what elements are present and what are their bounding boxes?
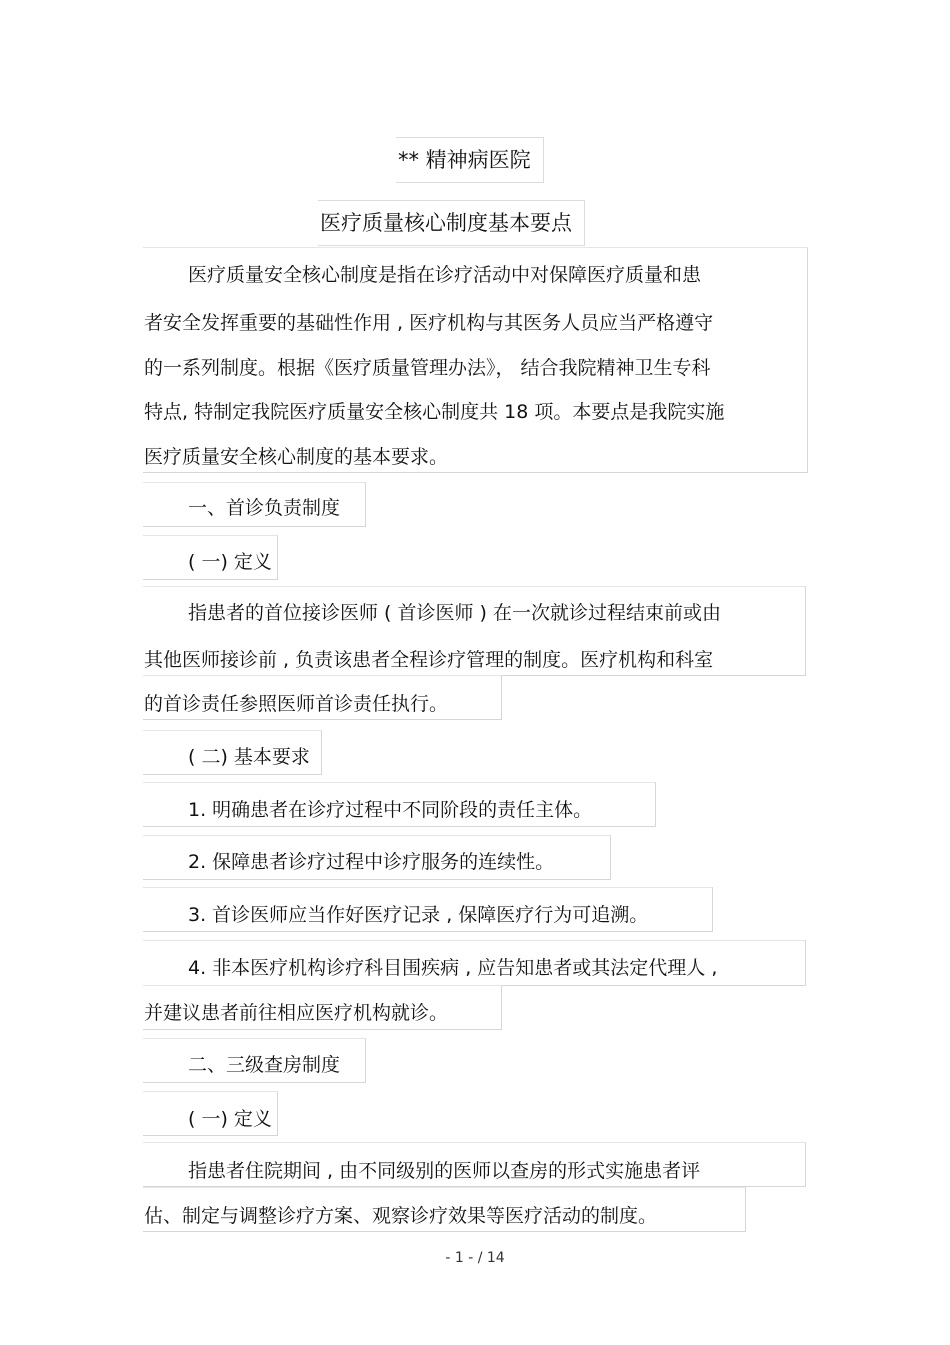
section1-req-heading: ( 二) 基本要求 bbox=[188, 746, 310, 768]
intro-line: 特点, 特制定我院医疗质量安全核心制度共 18 项。本要点是我院实施 bbox=[144, 401, 725, 423]
section2-def-heading: ( 一) 定义 bbox=[188, 1108, 272, 1130]
section1-def-line: 其他医师接诊前 , 负责该患者全程诊疗管理的制度。医疗机构和科室 bbox=[144, 649, 714, 671]
section1-def-line: 的首诊责任参照医师首诊责任执行。 bbox=[144, 693, 449, 715]
hospital-title: ** 精神病医院 bbox=[396, 137, 544, 183]
section2-def-line: 估、制定与调整诊疗方案、观察诊疗效果等医疗活动的制度。 bbox=[144, 1205, 658, 1227]
document-title: 医疗质量核心制度基本要点 bbox=[318, 200, 585, 246]
intro-line: 医疗质量安全核心制度的基本要求。 bbox=[144, 446, 449, 468]
requirement-item: 1. 明确患者在诊疗过程中不同阶段的责任主体。 bbox=[188, 799, 593, 821]
intro-line: 医疗质量安全核心制度是指在诊疗活动中对保障医疗质量和患 bbox=[188, 264, 702, 286]
intro-line: 的一系列制度。根据《医疗质量管理办法》， 结合我院精神卫生专科 bbox=[144, 357, 711, 379]
requirement-item: 2. 保障患者诊疗过程中诊疗服务的连续性。 bbox=[188, 851, 555, 873]
requirement-item: 3. 首诊医师应当作好医疗记录 , 保障医疗行为可追溯。 bbox=[188, 904, 649, 926]
requirement-item: 4. 非本医疗机构诊疗科目围疾病 , 应告知患者或其法定代理人 , bbox=[188, 957, 718, 979]
page-number: - 1 - / 14 bbox=[445, 1250, 505, 1266]
section1-def-line: 指患者的首位接诊医师 ( 首诊医师 ) 在一次就诊过程结束前或由 bbox=[188, 602, 721, 624]
intro-line: 者安全发挥重要的基础性作用 , 医疗机构与其医务人员应当严格遵守 bbox=[144, 312, 714, 334]
section2-heading: 二、三级查房制度 bbox=[188, 1054, 341, 1076]
section1-heading: 一、首诊负责制度 bbox=[188, 497, 341, 519]
section1-def-heading: ( 一) 定义 bbox=[188, 551, 272, 573]
requirement-item: 并建议患者前往相应医疗机构就诊。 bbox=[144, 1002, 449, 1024]
section2-def-line: 指患者住院期间 , 由不同级别的医师以查房的形式实施患者评 bbox=[188, 1160, 701, 1182]
